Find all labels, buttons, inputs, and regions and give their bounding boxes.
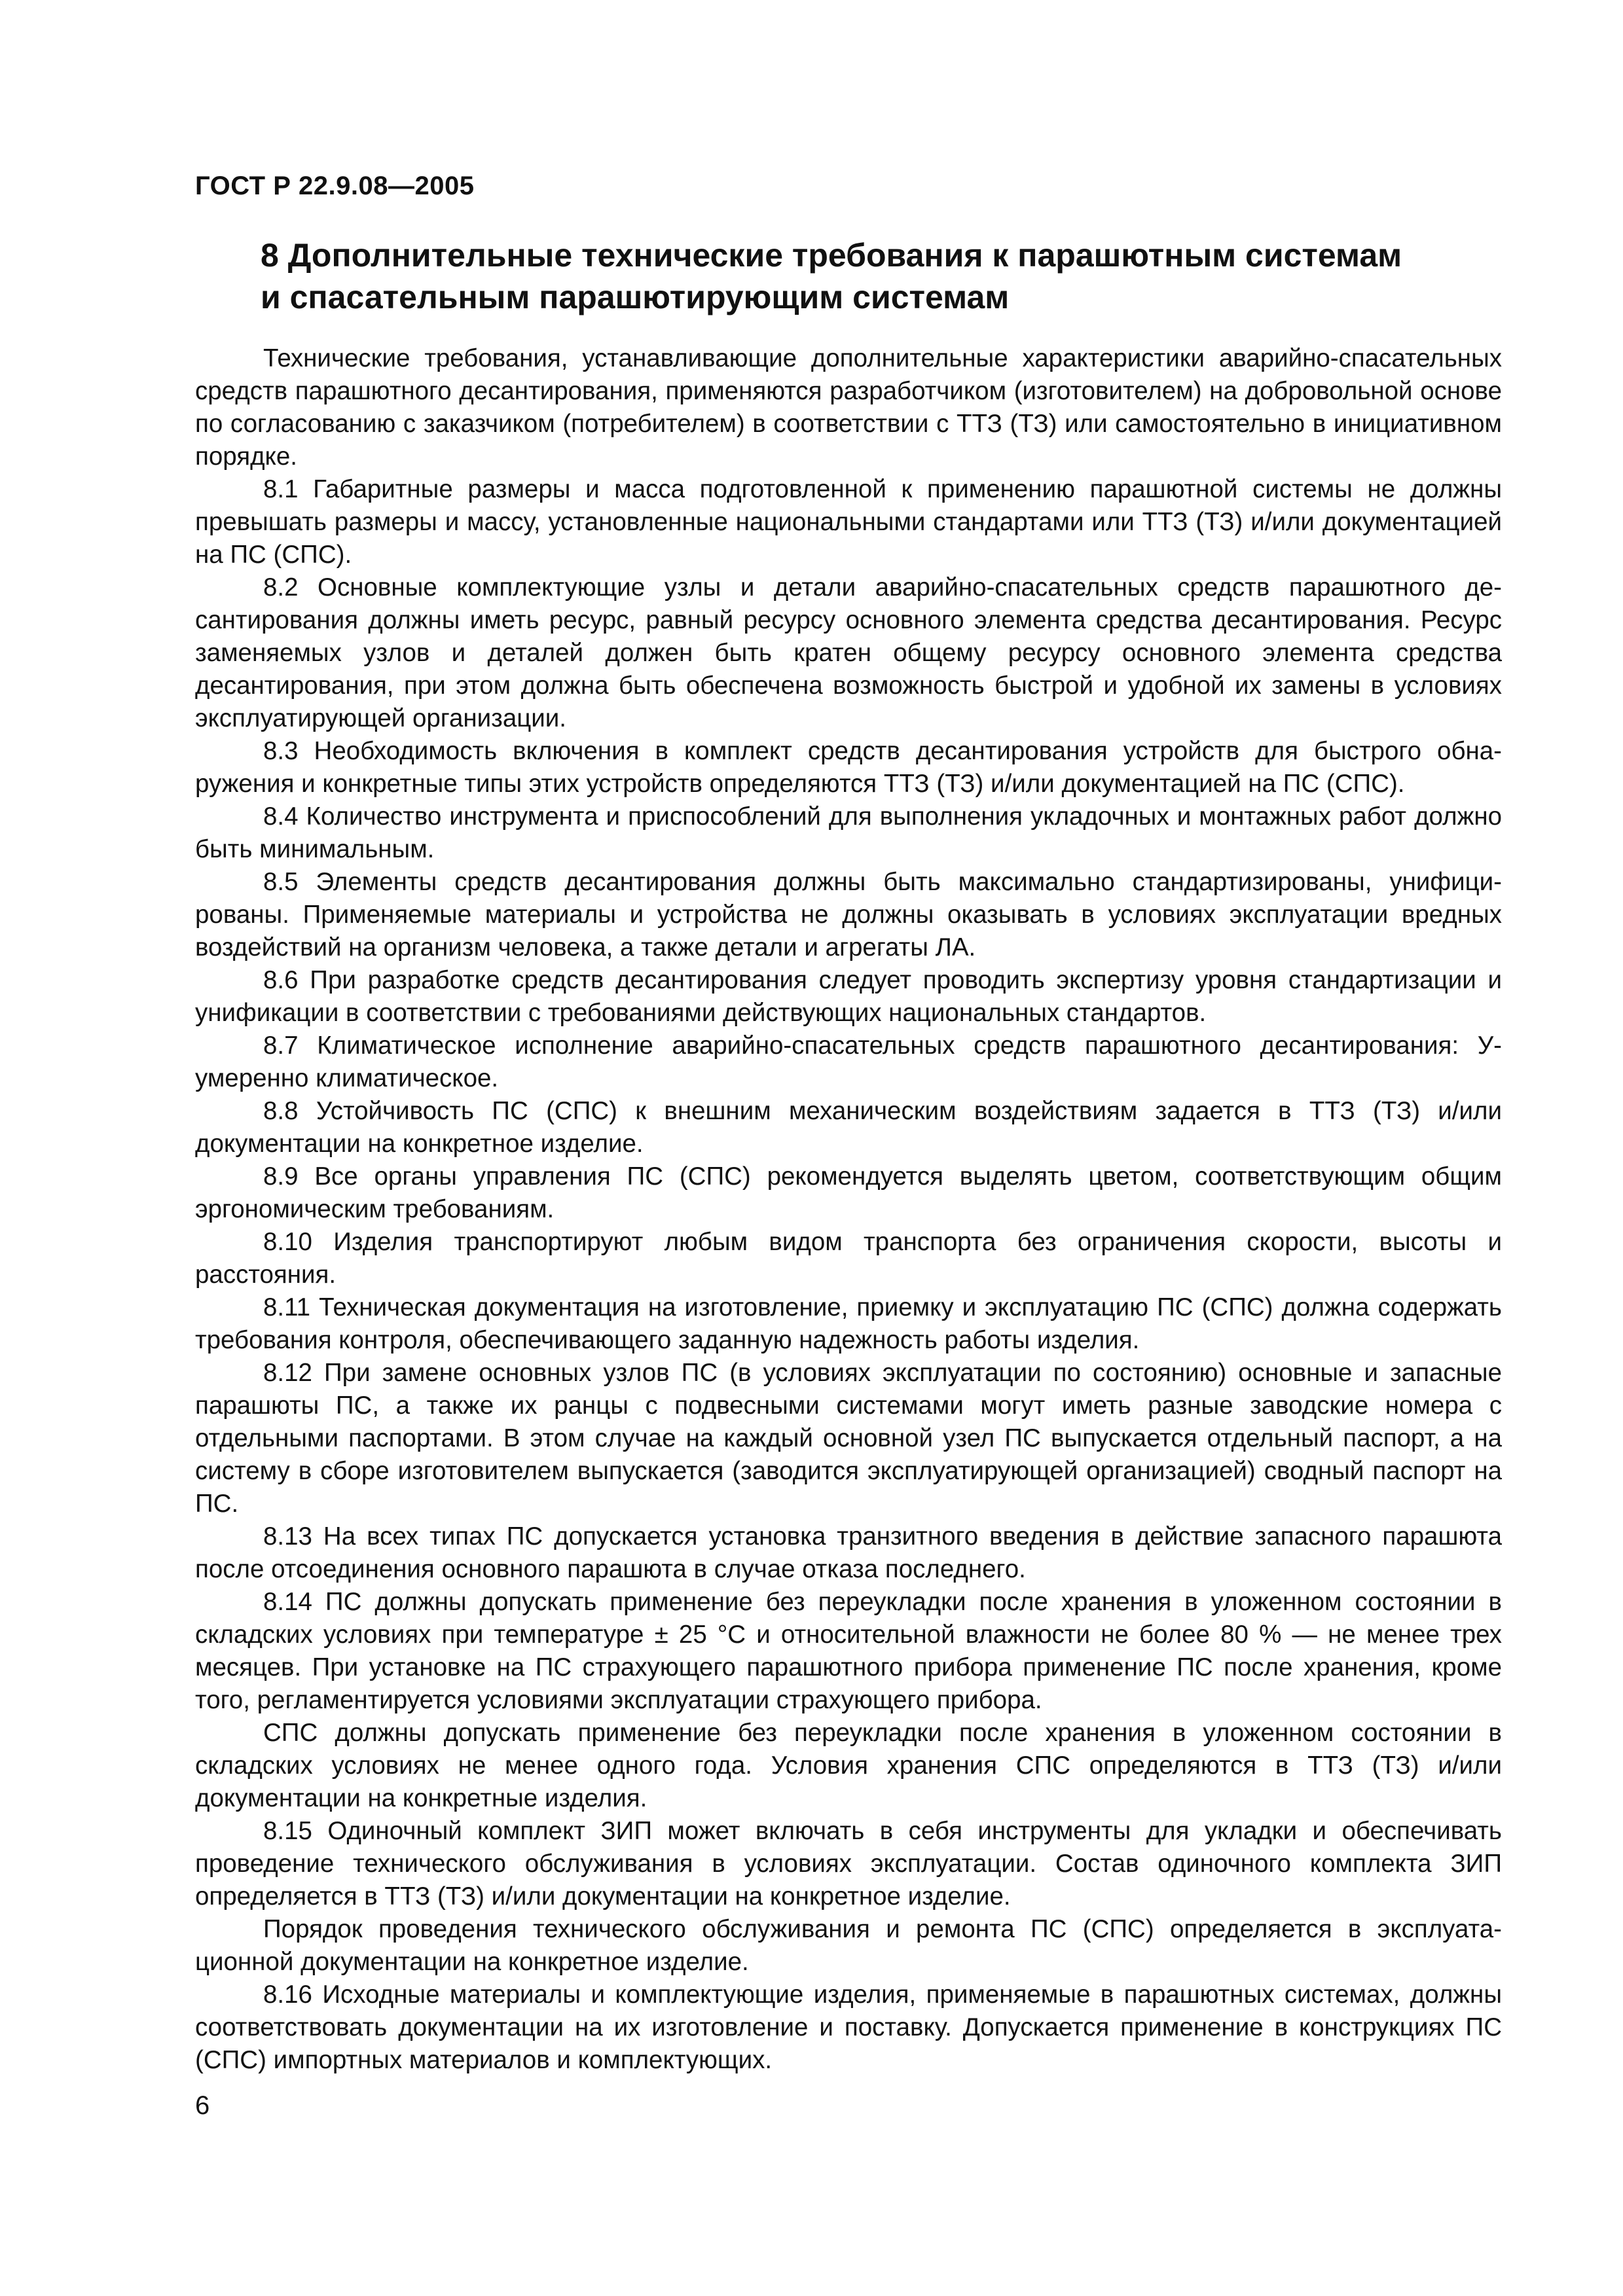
paragraph: 8.11 Техническая документация на изготовление, приемку и эксплуатацию ПС (СПС) должна содержать требования контроля, обеспечивающего заданную надежность работы изделия. [195,1293,1502,1354]
paragraph: 8.3 Необходимость включения в комплект средств десантирования устройств для быстрого обнаружения и конкретные типы этих устройств определяются ТТЗ (ТЗ) и/или документацией на ПС (СПС). [195,737,1502,798]
page-number: 6 [195,2091,210,2120]
body-text [195,342,1502,2077]
paragraph: 8.6 При разработке средств десантирования следует проводить экспертизу уровня стандартизации и унификации в соответствии с требованиями действующих национальных стандартов. [195,966,1502,1027]
paragraph: 8.14 ПС должны допускать применение без переукладки после хранения в уложенном состоянии в складских условиях при температуре ± 25 °С и относительной влажности не более 80 % — не менее трех месяцев. При установке на ПС страхующего парашютного прибора применение ПС после хранения, кроме того, регламентируется условиями эксплуатации страхующего прибора. [195,1588,1502,1714]
section-heading [261,234,1504,318]
paragraph: Порядок проведения технического обслуживания и ремонта ПС (СПС) определяется в эксплуатационной документации на конкретное изделие. [195,1915,1502,1976]
paragraph: СПС должны допускать применение без переукладки после хранения в уложенном состоянии в складских условиях не менее одного года. Условия хранения СПС определяются в ТТЗ (ТЗ) и/или документации на конкретные изделия. [195,1719,1502,1812]
paragraph: 8.1 Габаритные размеры и масса подготовленной к применению парашютной системы не должны превышать размеры и массу, установленные национальными стандартами или ТТЗ (ТЗ) и/или документацией на ПС (СПС). [195,475,1502,569]
paragraph: 8.15 Одиночный комплект ЗИП может включать в себя инструменты для укладки и обеспечивать проведение технического обслуживания в условиях эксплуатации. Состав одиночного комплекта ЗИП определяется в ТТЗ (ТЗ) и/или документации на конкретное изделие. [195,1817,1502,1910]
paragraph: 8.10 Изделия транспортируют любым видом транспорта без ограничения скорости, высоты и расстояния. [195,1228,1502,1289]
section-heading-line-1: 8 Дополнительные технические требования к парашютным системам [261,237,1402,274]
document-code: ГОСТ Р 22.9.08—2005 [195,171,475,200]
paragraph: 8.13 На всех типах ПС допускается установка транзитного введения в действие запасного парашюта после отсоединения основного парашюта в случае отказа последнего. [195,1522,1502,1583]
paragraph: 8.7 Климатическое исполнение аварийно-спасательных средств парашютного десантирования: У-умеренно климатическое. [195,1031,1502,1092]
paragraph: Технические требования, устанавливающие дополнительные характеристики аварийно-спасательных средств парашютного десантирования, применяются разработчиком (изготовителем) на добровольной основе по согласованию с заказчиком (потребителем) в соответствии с ТТЗ (ТЗ) или самостоятельно в инициативном порядке. [195,344,1502,471]
paragraph: 8.16 Исходные материалы и комплектующие изделия, применяемые в парашютных системах, должны соответствовать документации на их изготовление и поставку. Допускается применение в конструкциях ПС (СПС) импортных материалов и комплектующих. [195,1981,1502,2074]
paragraph: 8.4 Количество инструмента и приспособлений для выполнения укладочных и монтажных работ должно быть минимальным. [195,802,1502,863]
paragraph: 8.2 Основные комплектующие узлы и детали аварийно-спасательных средств парашютного десантирования должны иметь ресурс, равный ресурсу основного элемента средства десантирования. Ресурс заменяемых узлов и деталей должен быть кратен общему ресурсу основного элемента средства десантирования, при этом должна быть обеспечена возможность быстрой и удобной их замены в условиях эксплуатирующей организации. [195,573,1502,732]
paragraph: 8.5 Элементы средств десантирования должны быть максимально стандартизированы, унифицированы. Применяемые материалы и устройства не должны оказывать в условиях эксплуатации вредных воздействий на организм человека, а также детали и агрегаты ЛА. [195,868,1502,961]
section-heading-line-2: и спасательным парашютирующим системам [261,279,1010,315]
paragraph: 8.12 При замене основных узлов ПС (в условиях эксплуатации по состоянию) основные и запасные парашюты ПС, а также их ранцы с подвесными системами могут иметь разные заводские номера с отдельными паспортами. В этом случае на каждый основной узел ПС выпускается отдельный паспорт, а на систему в сборе изготовителем выпускается (заводится эксплуатирующей организацией) сводный паспорт на ПС. [195,1359,1502,1518]
paragraph: 8.8 Устойчивость ПС (СПС) к внешним механическим воздействиям задается в ТТЗ (ТЗ) и/или документации на конкретное изделие. [195,1097,1502,1158]
paragraph: 8.9 Все органы управления ПС (СПС) рекомендуется выделять цветом, соответствующим общим эргономическим требованиям. [195,1162,1502,1223]
